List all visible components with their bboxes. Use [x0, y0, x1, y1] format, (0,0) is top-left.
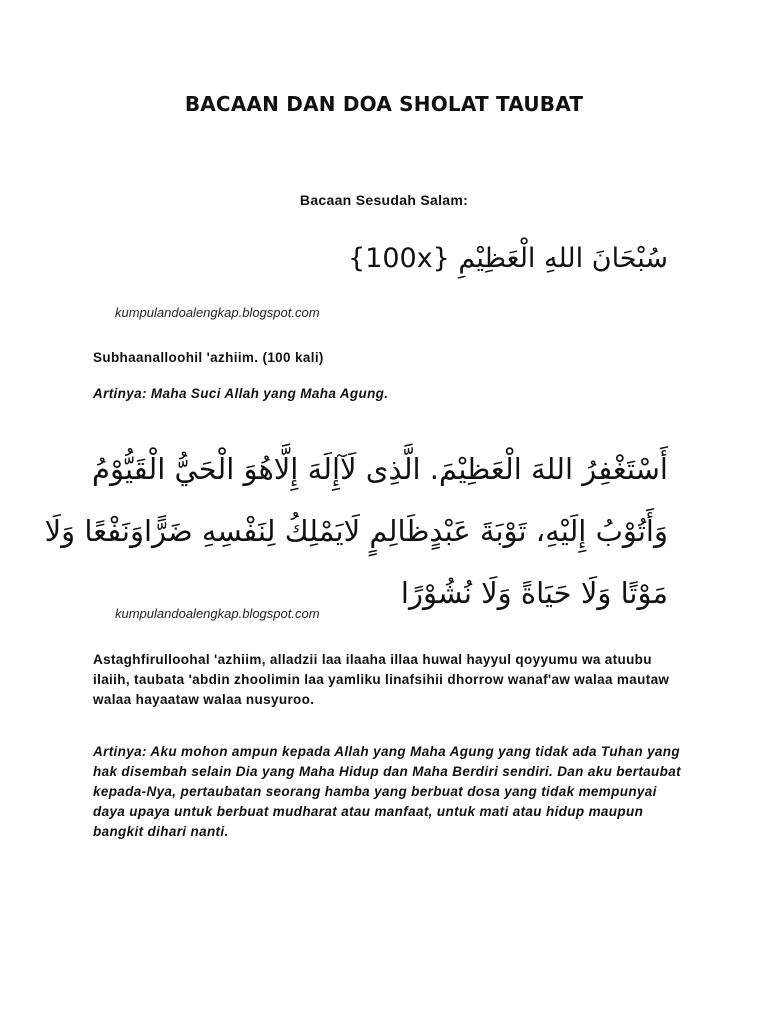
- arabic-istighfar-line: وَأَتُوْبُ إِلَيْهِ، تَوْبَةَ عَبْدٍظَالِمٍ لَايَمْلِكُ لِنَفْسِهِ ضَرًّاوَنَفْعًا وَلَا: [44, 514, 668, 548]
- section-heading: Bacaan Sesudah Salam:: [299, 192, 469, 208]
- transliteration-istighfar: Astaghfirulloohal 'azhiim, alladzii laa ilaaha illaa huwal hayyul qoyyumu wa atuubu ilaiih, taubata 'abdin zhoolimin laa yamliku linafsihii dhorrow wanaf'aw walaa mautaw walaa hayaataw walaa nusyuroo.: [93, 652, 670, 707]
- arabic-tasbih-text: سُبْحَانَ اللهِ الْعَظِيْمِ {100x}: [347, 243, 668, 274]
- transliteration-tasbih: Subhaanalloohil 'azhiim. (100 kali): [93, 350, 324, 365]
- translation-tasbih: Artinya: Maha Suci Allah yang Maha Agung.: [93, 386, 389, 401]
- page-title: BACAAN DAN DOA SHOLAT TAUBAT: [184, 92, 584, 116]
- watermark-text: kumpulandoalengkap.blogspot.com: [115, 305, 320, 320]
- arabic-istighfar-line: أَسْتَغْفِرُ اللهَ الْعَظِيْمَ. الَّذِى لَآإِلَهَ إِلَّاهُوَ الْحَيُّ الْقَيُّوْمُ: [92, 452, 668, 486]
- arabic-istighfar-line: مَوْتًا وَلَا حَيَاةً وَلَا نُشُوْرًا: [400, 576, 668, 610]
- translation-istighfar: Artinya: Aku mohon ampun kepada Allah yang Maha Agung yang tidak ada Tuhan yang hak disembah selain Dia yang Maha Hidup dan Maha Berdiri sendiri. Dan aku bertaubat kepada-Nya, pertaubatan seorang hamba yang berbuat dosa yang tidak mempunyai daya upaya untuk berbuat mudharat atau manfaat, untuk mati atau hidup maupun bangkit dihari nanti.: [93, 744, 681, 839]
- watermark-text: kumpulandoalengkap.blogspot.com: [115, 606, 320, 621]
- arabic-istighfar-block: [44, 438, 668, 624]
